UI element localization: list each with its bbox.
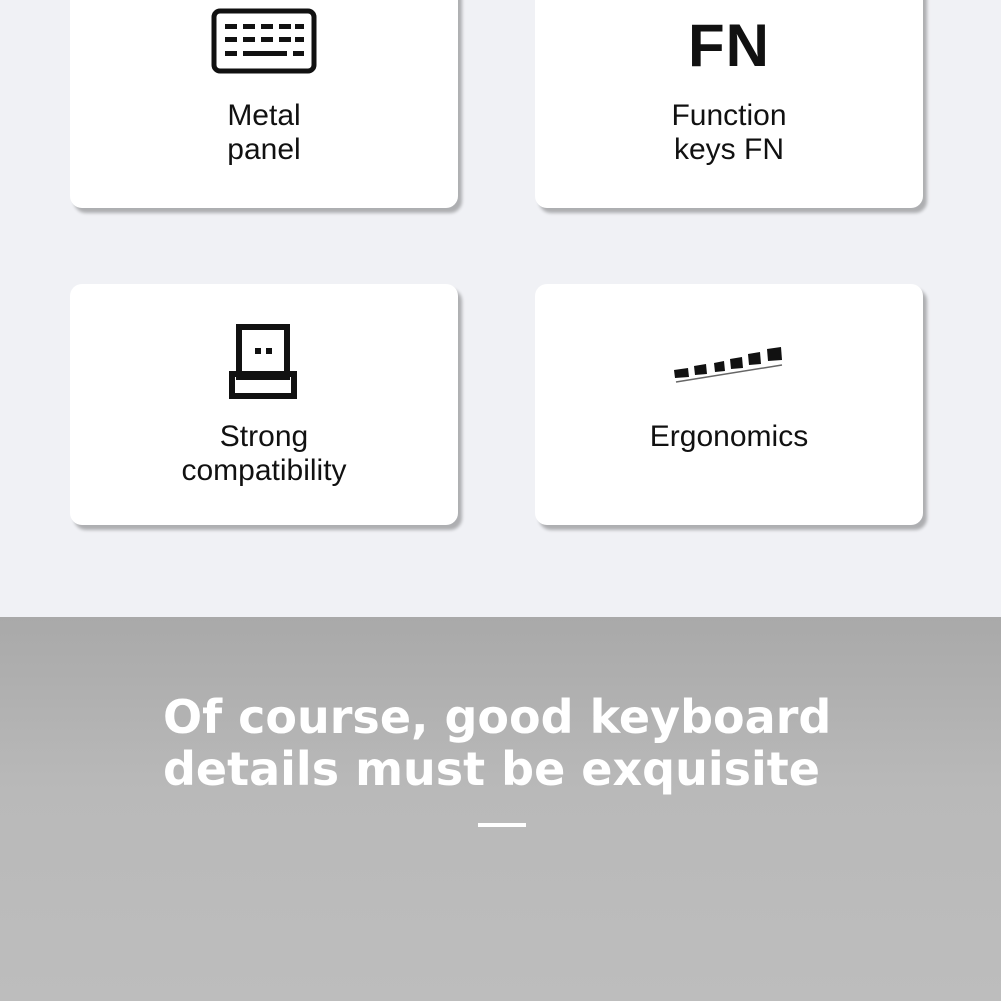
banner-headline: Of course, good keyboard details must be exquisite bbox=[163, 690, 832, 796]
fn-key-icon-text: FN bbox=[688, 12, 770, 79]
feature-card-metal-panel bbox=[70, 0, 458, 208]
keycap-profile-icon bbox=[672, 346, 786, 389]
feature-label: Ergonomics bbox=[649, 420, 809, 453]
fn-key-icon bbox=[688, 12, 770, 79]
feature-label: Function keys FN bbox=[671, 99, 787, 166]
promo-banner bbox=[0, 617, 1001, 1001]
divider bbox=[478, 823, 526, 827]
usb-receiver-icon bbox=[229, 324, 299, 405]
feature-card-compatibility bbox=[70, 284, 458, 525]
keyboard-icon bbox=[211, 8, 317, 79]
feature-label: Metal panel bbox=[227, 99, 301, 166]
feature-label: Strong compatibility bbox=[181, 420, 347, 487]
feature-card-function-keys bbox=[535, 0, 923, 208]
feature-card-ergonomics bbox=[535, 284, 923, 525]
